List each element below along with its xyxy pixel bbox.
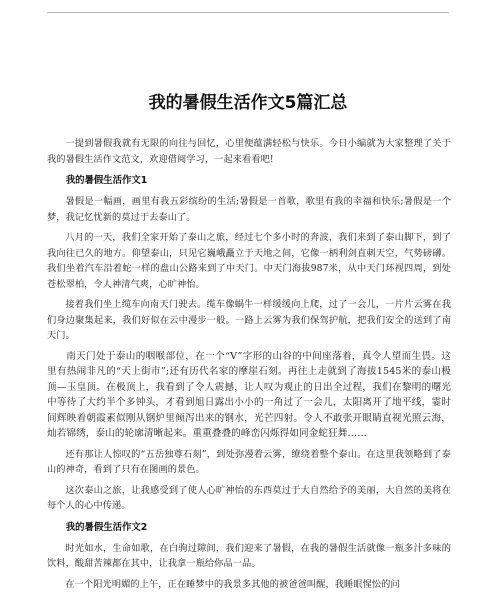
section-2-heading: 我的暑假生活作文2 bbox=[65, 521, 148, 533]
section-2-paragraph-1: 时光如水，生命如歌，在白驹过隙间，我们迎来了暑假，在我的暑假生活就像一瓶多汁多味的饮料，酸甜苦辣都在其中，让我拿一瓶给你品一品。 bbox=[47, 542, 451, 569]
intro-paragraph: 一提到暑假我就有无限的向往与回忆，心里便蕴满轻松与快乐。今日小编就为大家整理了关于我的暑假生活作文范文，欢迎借阅学习，一起来看看吧! bbox=[47, 138, 451, 165]
section-1-paragraph-6: 这次泰山之旅，让我感受到了使人心旷神怡的东西莫过于大自然给予的美丽，大自然的美将在每个人的心中传递。 bbox=[47, 484, 451, 511]
section-1-paragraph-5: 还有那让人惊叹的“五岳独尊石刻”，到处弥漫着云雾，缭绕着整个泰山。在这里我领略到了泰山的神奇，看到了只有在图画的景色。 bbox=[47, 448, 451, 475]
section-2-paragraph-2: 在一个阳光明媚的上午，正在睡梦中的我景多其他的被爸爸叫醒，我睡眼惺忪的问 bbox=[65, 578, 400, 590]
document-title: 我的暑假生活作文5篇汇总 bbox=[148, 93, 348, 113]
header-rule bbox=[47, 12, 449, 13]
section-1-paragraph-1: 暑假是一幅画，画里有我五彩缤纷的生活;暑假是一首歌，歌里有我的幸福和快乐;暑假是一个梦，我记忆忧新的莫过于去泰山了。 bbox=[47, 196, 451, 223]
document-body bbox=[47, 136, 451, 597]
section-1-paragraph-3: 接着我们坐上缆车向南天门驶去。缆车像蜗牛一样缓缓向上爬，过了一会儿，一片片云雾在我们身边聚集起来，我们好似在云中漫步一般。一路上云雾为我们保驾护航，把我们安全的送到了南天门。 bbox=[47, 299, 451, 341]
section-1-paragraph-2: 八月的一天，我们全家开始了泰山之旅，经过七个多小时的奔波，我们来到了泰山脚下，到了我向往已久的地方。仰望泰山，只见它巍峨矗立于天地之间，它像一柄利剑直刺天空，气势磅礴。我们坐着汽车沿着蛇一样的盘山公路来到了中天门。中天门海拔987米，从中天门环视四周，到处苍松翠柏，令人神清气爽，心旷神怡。 bbox=[47, 232, 451, 290]
section-1-heading: 我的暑假生活作文1 bbox=[65, 175, 148, 186]
section-1-paragraph-4: 南天门处于泰山的咽喉部位，在一个“V”字形的山谷的中间座落着，真令人望而生畏。这里有热闹非凡的“天上街市”;还有历代名家的摩崖石刻。再往上走就到了海拔1545米的泰山极顶—玉皇顶。在极顶上，我看到了令人震撼，让人叹为观止的日出全过程，我们在黎明的曙光中等待了大约半个多钟头，才看到旭日露出小小的一角过了一会儿，太阳离开了地平线，霎时间辉映着朝霞素似刚从钢炉里倾泻出来的钢水，光芒四射。令人不敢张开眼睛直视光照云海，灿若锦绣，泰山的轮廓清晰起来。重重叠叠的峰峦闪烁得如同金蛇狂舞…… bbox=[47, 350, 451, 439]
